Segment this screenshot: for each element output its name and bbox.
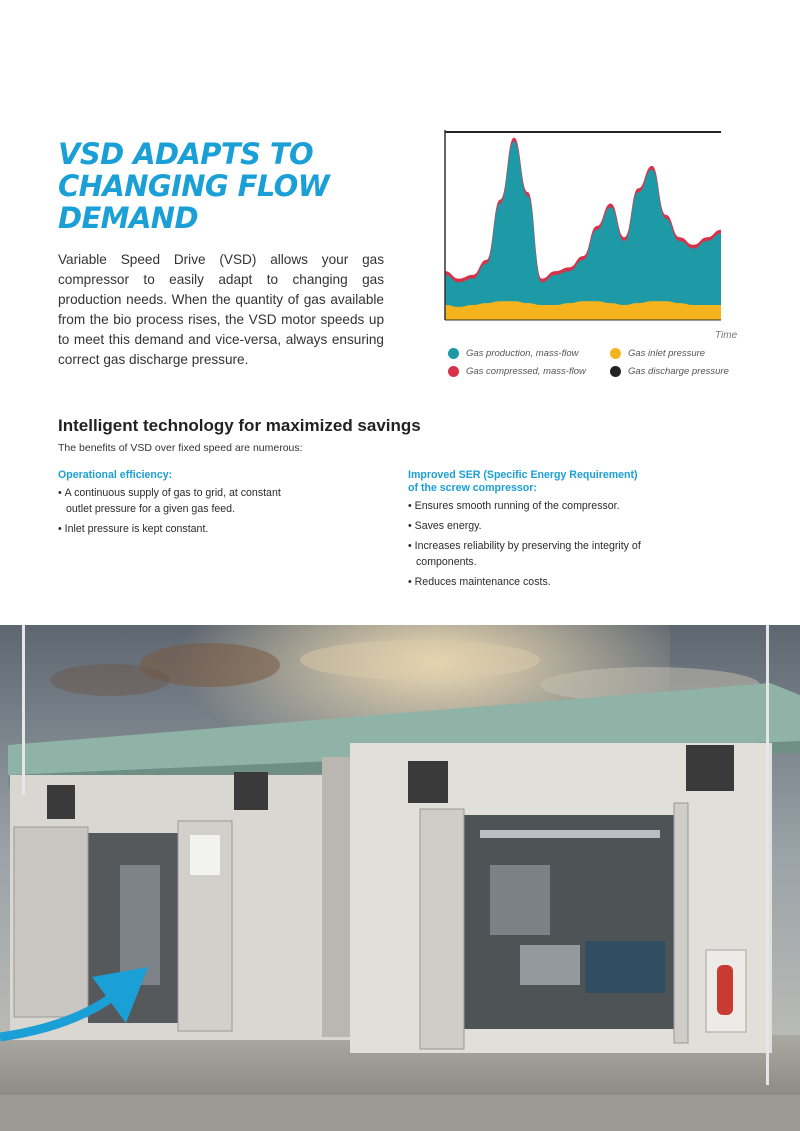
series-production-area (445, 141, 721, 320)
right-column-heading (408, 469, 728, 495)
ser-column (408, 469, 728, 594)
right-bullet-1: • Ensures smooth running of the compressor. (408, 498, 728, 514)
legend-label-discharge: Gas discharge pressure (628, 366, 729, 377)
left-column-heading: Operational efficiency: (58, 469, 173, 481)
page-headline (58, 138, 398, 234)
legend-dot-production (448, 348, 459, 359)
section-title: Intelligent technology for maximized savings (58, 416, 421, 435)
intro-paragraph: Variable Speed Drive (VSD) allows your gas compressor to easily adapt to changing gas production needs. When the quantity of gas available from the bio process rises, the VSD motor speeds up to meet this demand and vice-versa, always ensuring correct gas discharge pressure. (58, 252, 384, 367)
legend-label-inlet: Gas inlet pressure (628, 348, 706, 359)
right-heading-line-2: of the screw compressor: (408, 482, 537, 494)
x-axis-label: Time (715, 330, 738, 341)
right-heading-line-1: Improved SER (Specific Energy Requirement) (408, 469, 638, 481)
headline-line-3: DEMAND (58, 201, 198, 235)
left-bullet-1: • A continuous supply of gas to grid, at constant outlet pressure for a given gas feed. (58, 485, 308, 517)
section-subtitle: The benefits of VSD over fixed speed are numerous: (58, 442, 303, 454)
right-bullet-3: • Increases reliability by preserving the integrity of components. (408, 538, 658, 570)
flow-chart-svg (436, 120, 736, 330)
legend-item-inlet (610, 348, 705, 359)
headline-line-1: VSD ADAPTS TO (58, 137, 314, 171)
right-bullet-2: • Saves energy. (408, 518, 728, 534)
photo-illustration (0, 625, 800, 1131)
legend-dot-discharge (610, 366, 621, 377)
operational-efficiency-column (58, 469, 378, 541)
headline-line-2: CHANGING FLOW (58, 169, 330, 203)
compressor-container-photo (0, 625, 800, 1131)
left-bullet-2: • Inlet pressure is kept constant. (58, 521, 378, 537)
legend-item-discharge (610, 366, 729, 377)
right-bullet-4: • Reduces maintenance costs. (408, 574, 728, 590)
flow-chart (436, 120, 736, 380)
legend-label-production: Gas production, mass-flow (466, 348, 579, 359)
legend-dot-inlet (610, 348, 621, 359)
legend-label-compressed: Gas compressed, mass-flow (466, 366, 586, 377)
legend-dot-compressed (448, 366, 459, 377)
legend-item-compressed (448, 366, 586, 377)
legend-item-production (448, 348, 578, 359)
series-inlet-pressure-area (445, 301, 721, 320)
